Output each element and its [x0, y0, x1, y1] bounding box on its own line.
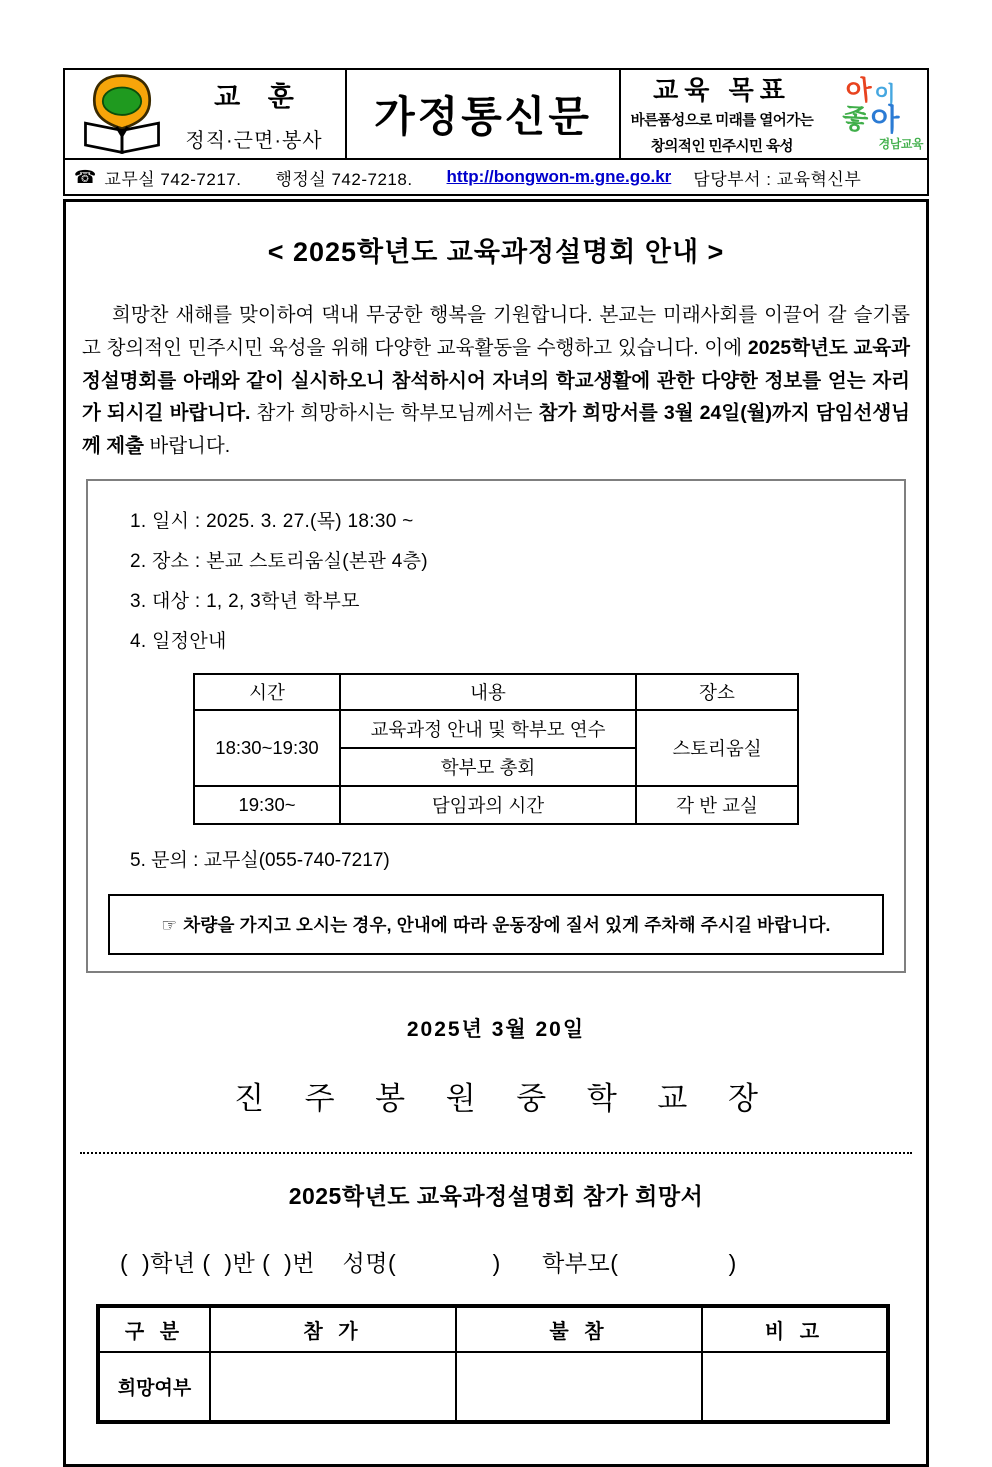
header-motto-cell — [65, 70, 347, 158]
reply-form-title: 2025학년도 교육과정설명회 참가 희망서 — [288, 1182, 704, 1209]
education-goal-block — [625, 70, 819, 159]
reply-form-table — [96, 1304, 890, 1424]
parking-notice-text: 차량을 가지고 오시는 경우, 안내에 따라 운동장에 질서 있게 주차해 주시길 바랍니다. — [183, 914, 831, 935]
schedule-time-1: 18:30~19:30 — [194, 710, 340, 786]
admin-phone: 행정실 742-7218. — [275, 169, 413, 189]
paragraph-segment-bold: 참가 희망서를 3월 24일(월)까지 담임선생님께 제출 — [82, 402, 911, 457]
motto-title: 교 훈 — [214, 82, 304, 112]
school-logo-icon — [75, 72, 169, 156]
pointing-hand-icon: ☞ — [161, 914, 178, 935]
cut-line-separator — [80, 1152, 912, 1154]
paragraph-segment: 희망찬 새해를 맞이하여 댁내 무궁한 행복을 기원합니다. 본교는 미래사회를 이끌어 갈 슬기롭고 창의적인 민주시민 육성을 위해 다양한 교육활동을 수행하고 있습니다. 이에 — [82, 304, 910, 359]
details-list — [130, 506, 884, 653]
form-row-label: 희망여부 — [98, 1352, 210, 1422]
table-row — [194, 674, 798, 710]
schedule-content-1a: 교육과정 안내 및 학부모 연수 — [340, 710, 636, 748]
form-header-category: 구 분 — [98, 1306, 210, 1352]
motto-block — [169, 75, 339, 153]
gne-logo-char: 좋 — [841, 103, 870, 135]
table-row — [194, 786, 798, 824]
office-phone: 교무실 742-7217. — [104, 169, 242, 189]
list-item-schedule: 4. 일정안내 — [130, 630, 227, 652]
form-cell-attend[interactable] — [210, 1352, 456, 1422]
table-row — [98, 1352, 888, 1422]
reply-form-fields: ( )학년 ( )반 ( )번 성명( ) 학부모( ) — [120, 1249, 737, 1276]
notice-title: < 2025학년도 교육과정설명회 안내 > — [267, 237, 725, 267]
gne-logo-char: 아 — [870, 104, 900, 137]
motto-text: 정직·근면·봉사 — [185, 130, 323, 152]
form-header-attend: 참 가 — [210, 1306, 456, 1352]
paragraph-segment-bold: 2025학년도 교육과정설명회를 아래와 같이 실시하오니 참석하시어 자녀의 학교생활에 관한 다양한 정보를 얻는 자리가 되시길 바랍니다. — [82, 336, 910, 425]
paragraph-segment: 참가 희망하시는 학부모님께서는 — [250, 402, 539, 425]
paragraph-segment: 바랍니다. — [143, 435, 231, 457]
table-row — [194, 710, 798, 748]
list-item-place: 2. 장소 : 본교 스토리움실(본관 4층) — [130, 550, 428, 572]
gne-logo-char: 아 — [844, 74, 874, 108]
schedule-header-time: 시간 — [194, 674, 340, 710]
schedule-place-1: 스토리움실 — [636, 710, 798, 786]
notice-paragraph — [82, 299, 910, 463]
header-goal-cell — [619, 70, 927, 158]
list-item-datetime: 1. 일시 : 2025. 3. 27.(목) 18:30 ~ — [130, 510, 414, 532]
newsletter-page — [63, 0, 929, 1467]
schedule-table — [193, 673, 799, 825]
schedule-header-place: 장소 — [636, 674, 798, 710]
schedule-content-1b: 학부모 총회 — [340, 748, 636, 786]
goal-line2: 창의적인 민주시민 육성 — [650, 138, 794, 155]
issue-date: 2025년 3월 20일 — [406, 1017, 586, 1041]
list-item-target: 3. 대상 : 1, 2, 3학년 학부모 — [130, 590, 360, 612]
schedule-content-2: 담임과의 시간 — [340, 786, 636, 824]
header — [63, 68, 929, 160]
gne-logo-caption: 경남교육 — [878, 137, 923, 151]
department-in-charge: 담당부서 : 교육혁신부 — [693, 169, 862, 189]
notice-body-frame — [63, 199, 929, 1467]
form-cell-note[interactable] — [702, 1352, 888, 1422]
details-box — [86, 479, 906, 973]
parking-notice-box — [108, 894, 884, 955]
schedule-time-2: 19:30~ — [194, 786, 340, 824]
list-item-inquiry: 5. 문의 : 교무실(055-740-7217) — [130, 849, 390, 871]
form-header-note: 비 고 — [702, 1306, 888, 1352]
contact-bar — [63, 160, 929, 196]
school-website-link[interactable]: http://bongwon-m.gne.go.kr — [446, 167, 672, 186]
gne-logo-char: 이 — [874, 82, 896, 107]
form-header-absent: 불 참 — [456, 1306, 702, 1352]
form-cell-absent[interactable] — [456, 1352, 702, 1422]
goal-title: 교육 목표 — [653, 74, 791, 105]
goal-line1: 바른품성으로 미래를 열어가는 — [630, 112, 814, 129]
table-row — [98, 1306, 888, 1352]
phone-icon: ☎ — [74, 166, 97, 187]
document-type-title: 가정통신문 — [374, 93, 592, 140]
schedule-place-2: 각 반 교실 — [636, 786, 798, 824]
schedule-header-content: 내용 — [340, 674, 636, 710]
principal-signature: 진 주 봉 원 중 학 교 장 — [234, 1080, 774, 1116]
gne-education-logo — [819, 74, 923, 151]
